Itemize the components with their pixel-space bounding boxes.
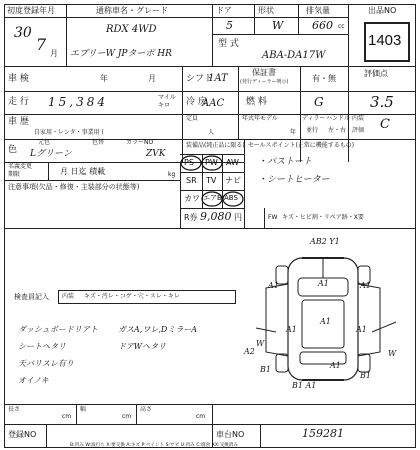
equipment-leather: カワ <box>184 194 200 203</box>
inspector-interior-items: キズ・汚レ・コゲ・穴・スレ・キレ <box>84 293 180 300</box>
door-value: 5 <box>226 19 233 32</box>
color-value: Lグリーン <box>30 149 72 159</box>
divider <box>4 66 416 67</box>
divider <box>4 228 180 229</box>
divider <box>264 208 265 228</box>
width-unit: cm <box>122 413 132 420</box>
diagram-mark: A1 <box>320 317 331 326</box>
divider <box>180 208 244 209</box>
inspection-label: 車 検 <box>8 74 29 84</box>
shape-value: W <box>272 19 284 32</box>
name-change-sub: 期限 <box>8 171 21 178</box>
handle-value: 左・右 <box>328 127 347 134</box>
diagram-mark: W <box>388 349 397 358</box>
registration-number-label: 登録NO <box>8 430 37 439</box>
car-left-doors <box>266 281 288 356</box>
diagram-mark: AB2 Y1 <box>310 237 340 246</box>
name-change-label: 名義変更 <box>8 163 33 170</box>
length-label: 長さ <box>8 406 21 413</box>
diagram-mark: A1 <box>318 279 329 288</box>
notes-title: 注意事項(欠品・修復・主装部分の状態等) <box>8 183 140 191</box>
score-label: 評価点 <box>364 69 388 78</box>
lot-number-label: 出品NO <box>368 6 397 15</box>
inspector-title: 検査員記入 <box>14 293 49 301</box>
diagram-mark: A1 <box>356 325 367 334</box>
equipment-ps: PS <box>184 158 194 167</box>
warranty-value: 有・無 <box>312 74 336 83</box>
divider <box>4 17 348 18</box>
divider <box>48 162 49 180</box>
divider <box>4 180 180 181</box>
divider <box>180 228 416 229</box>
diagram-mark: B1 <box>360 371 371 380</box>
chassis-number-value: 159281 <box>302 427 344 440</box>
first-registration-label: 初度登録年月 <box>7 6 55 15</box>
circle-mark <box>181 156 201 170</box>
inspector-line-4: オイノキ <box>18 376 49 385</box>
diagram-mark: A1 <box>330 361 341 370</box>
registration-month: 7 <box>36 35 47 54</box>
shift-label: シフト <box>186 74 214 84</box>
wheel <box>276 354 288 372</box>
divider <box>46 424 47 448</box>
inspector-line-2: シートヘタリ <box>18 342 66 351</box>
color-number-label: カラーNO <box>126 139 154 146</box>
equipment-airbag: エアB <box>203 194 222 202</box>
divider <box>4 404 416 405</box>
equipment-abs: ABS <box>224 194 238 202</box>
month-unit: 月 <box>50 49 58 58</box>
divider <box>182 66 183 162</box>
diagram-mark: A1 <box>286 325 297 334</box>
color-change-label: 色替 <box>92 139 105 146</box>
model-grade-label: 通称車名・グレード <box>96 6 168 15</box>
height-unit: cm <box>196 413 206 420</box>
deadline-dates-label: 月 日迄 積載 <box>60 167 106 176</box>
divider <box>76 404 77 424</box>
warranty-sub: (発行ディーラー明示) <box>240 79 289 85</box>
diagram-mark: B1 A1 <box>292 381 317 390</box>
loading-unit: kg <box>168 171 176 178</box>
diagram-mark: B1 <box>260 365 271 374</box>
diagram-mark: A1 <box>360 281 371 290</box>
circle-mark <box>223 192 243 206</box>
divider <box>298 4 299 34</box>
equipment-aw: AW <box>226 158 239 167</box>
inspector-line-1: ダッシュボードリアト <box>18 325 98 334</box>
height-label: 高さ <box>140 406 153 413</box>
equipment-navi: ナビ <box>225 176 241 185</box>
divider <box>212 404 213 448</box>
divider <box>4 91 416 92</box>
inspector-line-3: 天バリスレ有り <box>18 359 74 368</box>
wheel <box>358 354 370 372</box>
model-type-label: 型 式 <box>218 39 239 49</box>
displacement-label: 排気量 <box>306 6 330 15</box>
inspection-month-unit: 月 <box>148 74 156 83</box>
shift-value: 1AT <box>208 73 228 84</box>
fuel-label: 燃 料 <box>246 97 267 107</box>
handle-label: ハンドル <box>326 115 351 122</box>
inspector-remark-1: ガスA,ワレ,DミラーA <box>118 325 198 334</box>
interior-sub: 評価 <box>352 127 365 134</box>
equipment-title: 装備品(純正品に限る) <box>186 142 245 149</box>
displacement-value: 660 <box>312 19 333 32</box>
sales-point-1: ・パストート <box>258 157 313 167</box>
score-value: 3.5 <box>370 93 394 111</box>
door-label: ドア <box>216 6 232 15</box>
registration-year: 30 <box>14 25 32 41</box>
chassis-number-label: 車台NO <box>216 430 245 439</box>
displacement-unit: cc <box>338 23 345 30</box>
inspector-remark-2: ドアWヘタリ <box>118 342 166 351</box>
divider <box>260 424 261 448</box>
car-right-doors <box>358 281 380 356</box>
history-label: 車 歴 <box>8 117 29 127</box>
dealer-label: ディラー <box>302 115 326 122</box>
recycle-unit: 円 <box>234 213 242 222</box>
annotation-leader <box>372 322 396 332</box>
inspector-interior-label: 内装 <box>62 293 75 300</box>
diagram-mark: A2 <box>244 347 255 356</box>
divider <box>238 66 239 139</box>
equipment-tv: TV <box>206 176 217 185</box>
fuel-value: G <box>314 95 324 109</box>
dealer-sub: 並行 <box>306 127 319 134</box>
model-type-value: ABA-DA17W <box>262 50 326 61</box>
divider <box>4 424 416 425</box>
year-model-label: 年式年モデル <box>242 115 278 122</box>
recycle-label: R券 <box>184 213 198 222</box>
fw-text: キズ・ヒビ割・リペア跡・X要 <box>282 214 364 221</box>
equipment-pw: PW <box>205 158 218 167</box>
capacity-unit: 人 <box>208 129 215 136</box>
history-options: 自家用・レンタ・事業用 ( <box>34 129 104 136</box>
model-name-hand: エブリーW JPターボ HR <box>70 49 172 59</box>
recycle-value: 9,080 <box>200 210 232 223</box>
warranty-label: 保証書 <box>252 68 276 77</box>
color-label: 色 <box>8 145 18 155</box>
ac-label: 冷 房 <box>186 97 207 107</box>
circle-mark <box>202 156 222 170</box>
divider <box>254 4 255 34</box>
ac-value: AAC <box>202 98 225 109</box>
mileage-label: 走 行 <box>8 97 29 107</box>
divider <box>136 404 137 424</box>
damage-code-legend: B:凹み W:波打ち X:要交換 A:キズ P:ペイント S:サビ U:凹み C:腐食 XX:交換済み <box>70 443 238 448</box>
sales-points-title: セールスポイント(正常に機能するもの) <box>248 142 355 149</box>
capacity-label: 定員 <box>186 115 199 122</box>
divider <box>66 4 67 66</box>
divider <box>348 4 349 66</box>
fw-label: FW <box>268 214 278 221</box>
divider <box>212 4 213 66</box>
color-orig-label: 元色 <box>38 139 51 146</box>
shape-label: 形状 <box>258 6 274 15</box>
divider <box>212 34 348 35</box>
length-unit: cm <box>62 413 72 420</box>
equipment-circle-marks <box>180 154 244 208</box>
sales-point-2: ・シートヒーター <box>258 175 330 185</box>
mileage-value: 15,384 <box>48 95 108 109</box>
interior-value: C <box>380 117 390 132</box>
width-label: 幅 <box>80 406 87 413</box>
equipment-sr: SR <box>186 176 197 185</box>
mileage-unit: マイル キロ <box>158 94 176 109</box>
model-grade-hand: RDX 4WD <box>106 24 157 35</box>
circle-mark <box>202 192 222 206</box>
year-model-unit: 年 <box>290 129 297 136</box>
color-number-value: ZVK <box>146 149 166 159</box>
diagram-mark: W <box>256 339 265 348</box>
interior-label: 内装 <box>352 115 365 122</box>
diagram-mark: A1 <box>268 281 279 290</box>
divider <box>244 139 245 228</box>
inspection-year-unit: 年 <box>100 74 108 83</box>
lot-number: 1403 <box>368 32 402 49</box>
divider <box>4 139 416 140</box>
